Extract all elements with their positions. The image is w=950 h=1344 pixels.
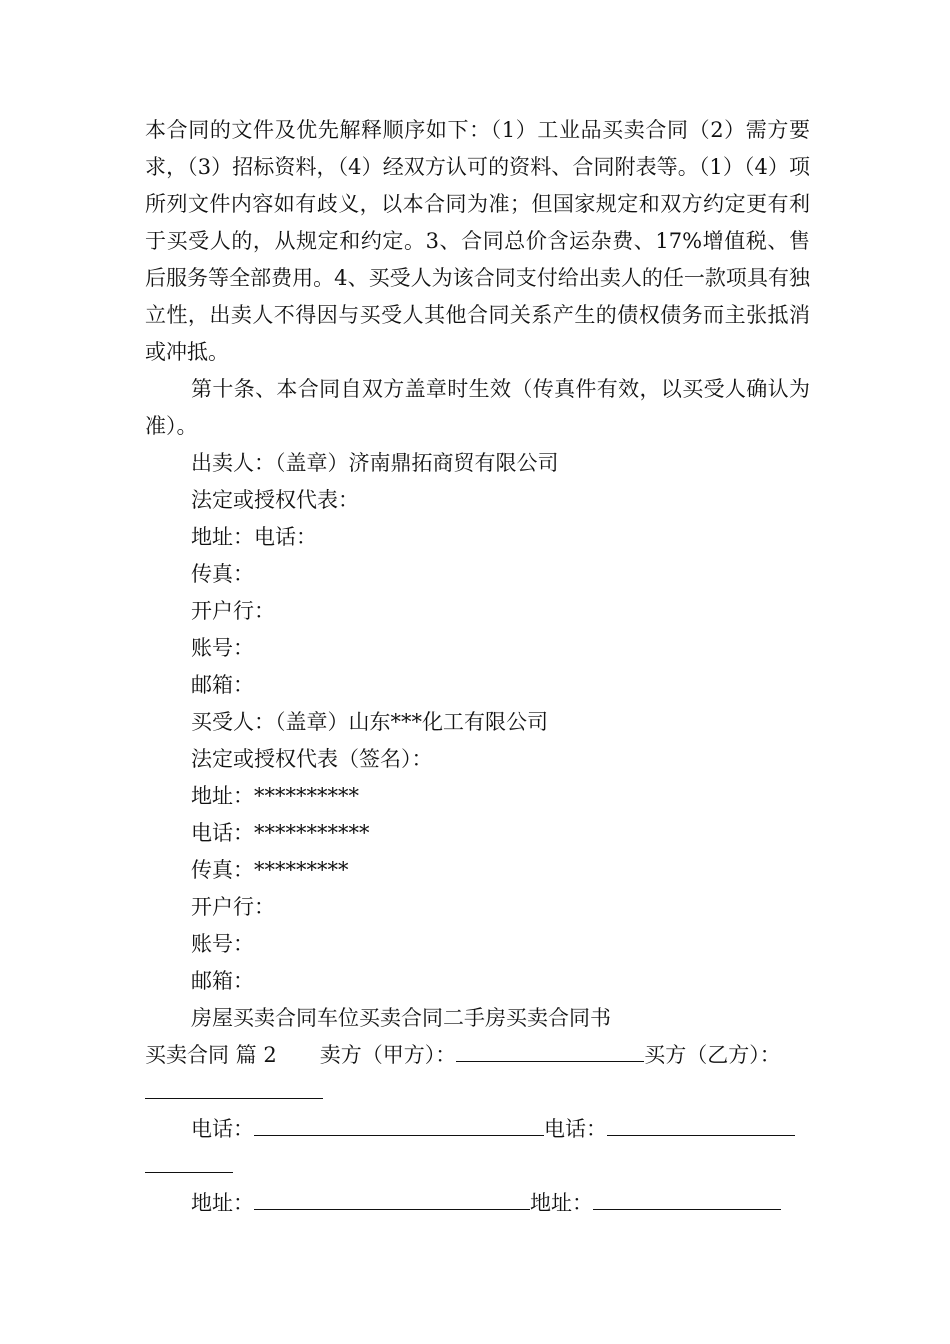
seller-block bbox=[145, 445, 810, 704]
buyer-name-blank bbox=[145, 1076, 323, 1099]
seller-address-blank bbox=[254, 1187, 530, 1210]
article-10: 第十条、本合同自双方盖章时生效（传真件有效，以买受人确认为准）。 bbox=[145, 377, 810, 438]
buyer-account: 账号： bbox=[191, 932, 254, 956]
buyer-name: 买受人：（盖章）山东***化工有限公司 bbox=[191, 710, 548, 734]
buyer-representative: 法定或授权代表（签名）： bbox=[191, 747, 433, 771]
document-body bbox=[145, 112, 810, 1222]
seller-name: 出卖人：（盖章）济南鼎拓商贸有限公司 bbox=[191, 451, 559, 475]
phone-label-buyer: 电话： bbox=[544, 1117, 607, 1141]
buyer-phone-blank-continued bbox=[145, 1150, 233, 1173]
seller-phone-blank bbox=[254, 1113, 544, 1136]
seller-representative: 法定或授权代表： bbox=[191, 488, 359, 512]
seller-bank: 开户行： bbox=[191, 599, 275, 623]
seller-fax: 传真： bbox=[191, 562, 254, 586]
seller-address-phone: 地址：电话： bbox=[191, 525, 317, 549]
contract2-seller-label: 卖方（甲方）： bbox=[319, 1043, 457, 1067]
buyer-phone-blank bbox=[607, 1113, 795, 1136]
phone-label-seller: 电话： bbox=[191, 1117, 254, 1141]
contract2-buyer-label: 买方（乙方）： bbox=[644, 1043, 781, 1067]
contract2-phone-line bbox=[145, 1111, 810, 1148]
related-contract-links[interactable]: 房屋买卖合同车位买卖合同二手房买卖合同书 bbox=[191, 1006, 611, 1030]
buyer-block bbox=[145, 704, 810, 1000]
seller-name-blank bbox=[456, 1039, 644, 1062]
intro-paragraph: 本合同的文件及优先解释顺序如下：（1）工业品买卖合同（2）需方要求，（3）招标资料，（4）经双方认可的资料、合同附表等。（1）（4）项所列文件内容如有歧义，以本合同为准；但国家规定和双方约定更有利于买受人的，从规定和约定。3、合同总价含运杂费、17%增值税、售后服务等全部费用。4、买受人为该合同支付给出卖人的任一款项具有独立性，出卖人不得因与买受人其他合同关系产生的债权债务而主张抵消或冲抵。 bbox=[145, 118, 810, 364]
seller-email: 邮箱： bbox=[191, 673, 254, 697]
buyer-phone: 电话：*********** bbox=[191, 821, 370, 845]
buyer-bank: 开户行： bbox=[191, 895, 275, 919]
address-label-buyer: 地址： bbox=[530, 1191, 593, 1215]
contract2-parties-line bbox=[145, 1037, 810, 1074]
buyer-address: 地址：********** bbox=[191, 784, 359, 808]
address-label-seller: 地址： bbox=[191, 1191, 254, 1215]
contract2-heading: 买卖合同 篇 2 bbox=[145, 1043, 277, 1067]
contract2-phone-continuation bbox=[145, 1148, 810, 1185]
buyer-fax: 传真：********* bbox=[191, 858, 349, 882]
seller-account: 账号： bbox=[191, 636, 254, 660]
buyer-address-blank bbox=[593, 1187, 781, 1210]
buyer-email: 邮箱： bbox=[191, 969, 254, 993]
contract2-buyer-blank-line bbox=[145, 1074, 810, 1111]
contract2-address-line bbox=[145, 1185, 810, 1222]
